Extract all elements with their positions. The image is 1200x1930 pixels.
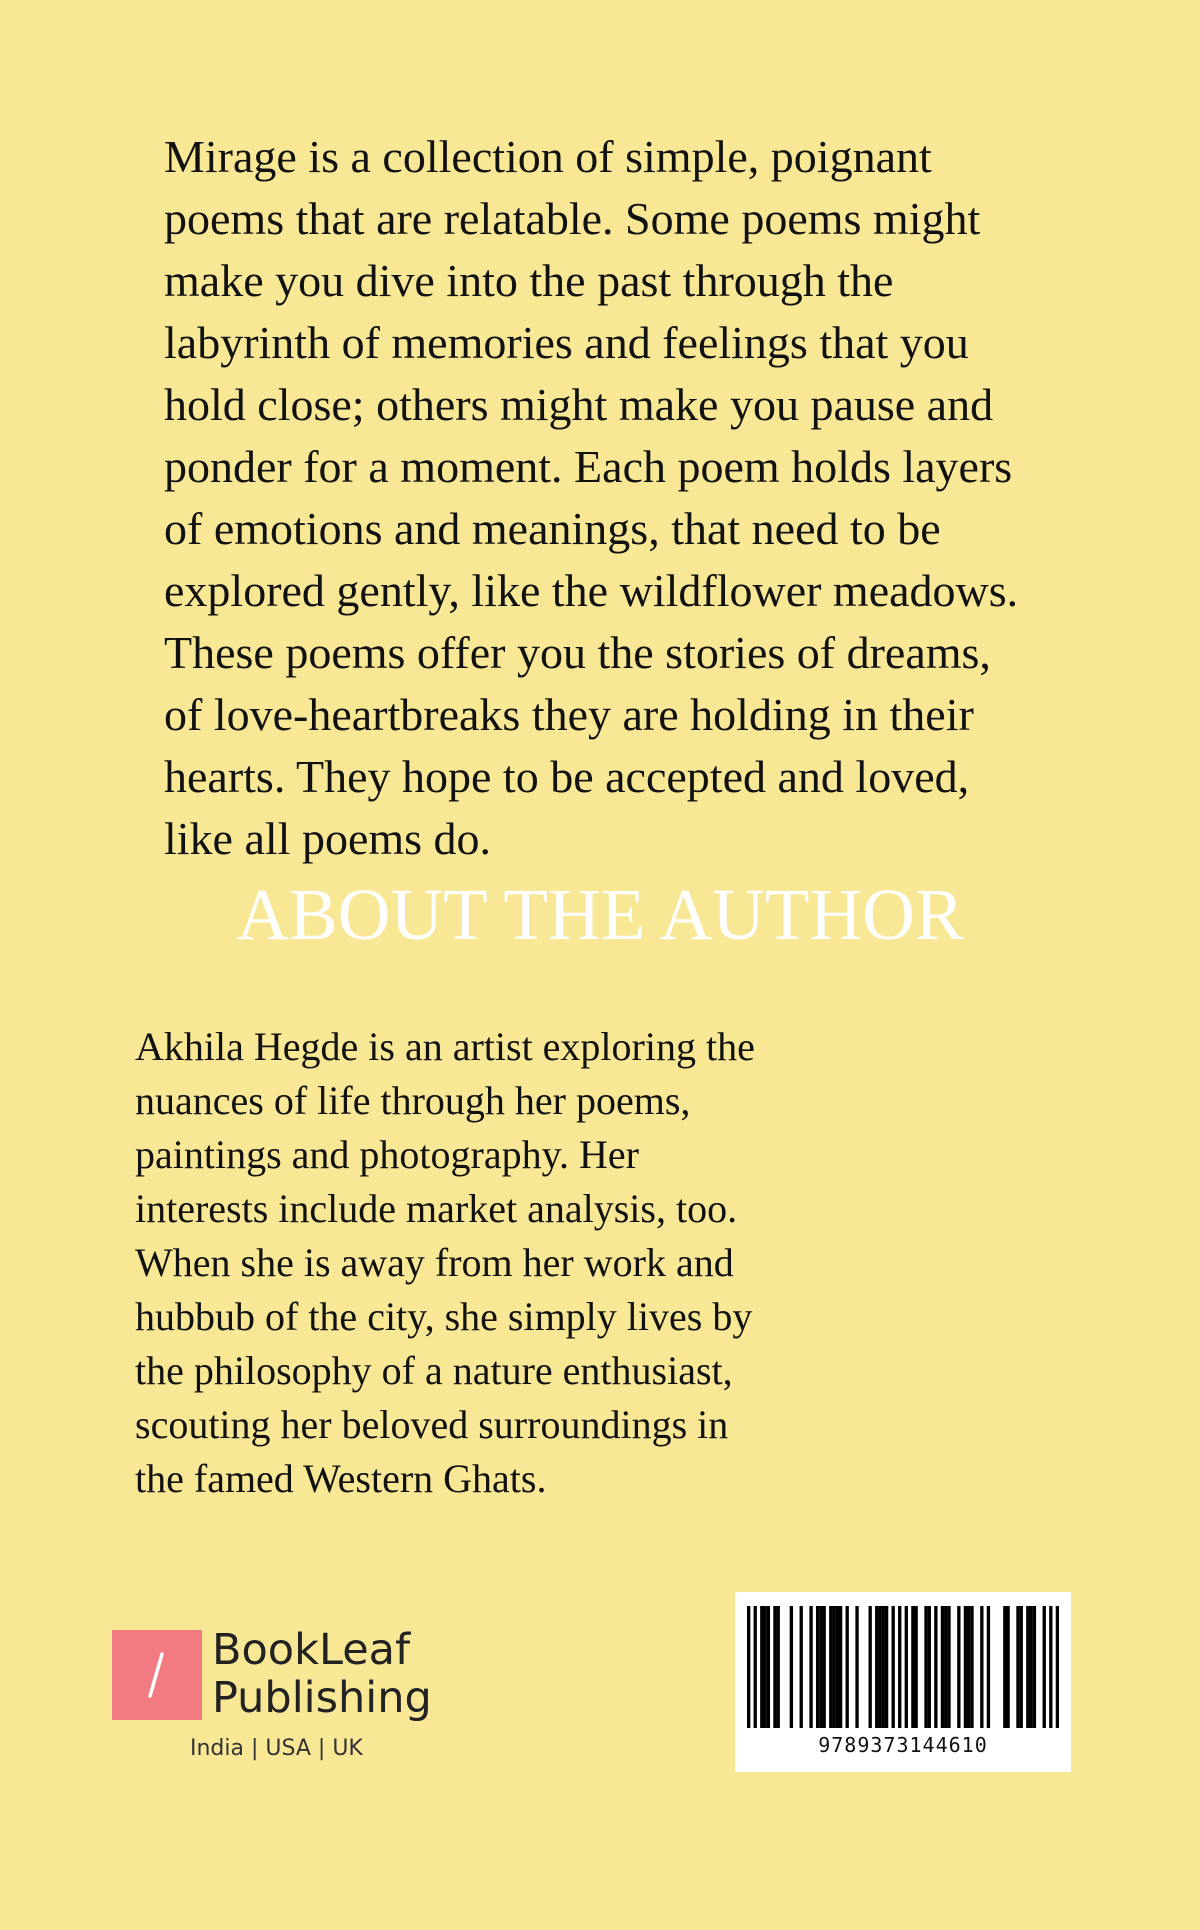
barcode-bar (947, 1606, 950, 1728)
barcode-bar (819, 1606, 822, 1728)
barcode-bar (1043, 1606, 1046, 1728)
barcode-bar (816, 1606, 819, 1728)
description-line: ponder for a moment. Each poem holds layers (164, 441, 1013, 492)
barcode-bar (882, 1606, 885, 1728)
publisher-name-line2: Publishing (212, 1673, 432, 1723)
barcode-bar (773, 1606, 776, 1728)
isbn-barcode (735, 1592, 1071, 1772)
barcode-bar (987, 1606, 990, 1728)
description-line: These poems offer you the stories of dreams, (164, 627, 991, 678)
barcode-bar (911, 1606, 914, 1728)
barcode-bar (905, 1606, 908, 1728)
barcode-bar (924, 1606, 927, 1728)
barcode-bar (1006, 1606, 1009, 1728)
publisher-regions: India | USA | UK (190, 1736, 363, 1761)
barcode-bar (970, 1606, 973, 1728)
barcode-bar (760, 1606, 763, 1728)
book-description (164, 126, 1064, 870)
description-line: poems that are relatable. Some poems might (164, 193, 981, 244)
barcode-bar (846, 1606, 849, 1728)
isbn-number: 9789373144610 (818, 1733, 988, 1757)
description-line: of emotions and meanings, that need to be (164, 503, 941, 554)
slash-logo-icon (112, 1630, 202, 1720)
author-bio (135, 1020, 835, 1506)
barcode-bar (944, 1606, 947, 1728)
barcode-bar (869, 1606, 872, 1728)
barcode-bar (754, 1606, 757, 1728)
barcode-bar (892, 1606, 895, 1728)
publisher-logo (112, 1625, 472, 1770)
barcode-bar (1016, 1606, 1019, 1728)
barcode-bar (1020, 1606, 1023, 1728)
barcode-bar (809, 1606, 812, 1728)
barcode-bar (1056, 1606, 1059, 1728)
bio-line: interests include market analysis, too. (135, 1186, 738, 1231)
barcode-bar (1029, 1606, 1032, 1728)
bio-line: Akhila Hegde is an artist exploring the (135, 1024, 755, 1069)
barcode-bar (980, 1606, 983, 1728)
bio-line: hubbub of the city, she simply lives by (135, 1294, 753, 1339)
bio-line: nuances of life through her poems, (135, 1078, 691, 1123)
barcode-bar (839, 1606, 842, 1728)
about-author-heading: ABOUT THE AUTHOR (236, 874, 964, 955)
barcode-bar (829, 1606, 832, 1728)
description-line: make you dive into the past through the (164, 255, 894, 306)
barcode-bar (957, 1606, 960, 1728)
barcode-bar (967, 1606, 970, 1728)
bio-line: the philosophy of a nature enthusiast, (135, 1348, 733, 1393)
barcode-bar (790, 1606, 793, 1728)
barcode-bar (875, 1606, 878, 1728)
bio-line: scouting her beloved surroundings in (135, 1402, 729, 1447)
bio-line: When she is away from her work and (135, 1240, 734, 1285)
barcode-bar (914, 1606, 917, 1728)
description-line: labyrinth of memories and feelings that you (164, 317, 969, 368)
barcode-bar (800, 1606, 803, 1728)
barcode-bar (836, 1606, 839, 1728)
barcode-bar (934, 1606, 937, 1728)
description-line: explored gently, like the wildflower meadows. (164, 565, 1019, 616)
barcode-bar (878, 1606, 881, 1728)
barcode-bar (763, 1606, 766, 1728)
barcode-bar (777, 1606, 780, 1728)
bio-line: paintings and photography. Her (135, 1132, 639, 1177)
publisher-name-line1: BookLeaf (212, 1625, 411, 1675)
barcode-bar (1033, 1606, 1036, 1728)
barcode-bar (928, 1606, 931, 1728)
barcode-bar (1026, 1606, 1029, 1728)
barcode-bar (1003, 1606, 1006, 1728)
barcode-bar (898, 1606, 901, 1728)
barcode-bar (747, 1606, 750, 1728)
barcode-bar (832, 1606, 835, 1728)
description-line: of love-heartbreaks they are holding in their (164, 689, 974, 740)
barcode-bars (747, 1606, 1059, 1728)
description-line: hold close; others might make you pause and (164, 379, 994, 430)
barcode-bar (1049, 1606, 1052, 1728)
barcode-bar (767, 1606, 770, 1728)
description-line: like all poems do. (164, 813, 492, 864)
barcode-bar (885, 1606, 888, 1728)
bio-line: the famed Western Ghats. (135, 1456, 547, 1501)
description-line: Mirage is a collection of simple, poignant (164, 131, 932, 182)
barcode-bar (855, 1606, 858, 1728)
barcode-bar (823, 1606, 826, 1728)
publisher-name (212, 1626, 432, 1722)
barcode-bar (941, 1606, 944, 1728)
barcode-bar (964, 1606, 967, 1728)
description-line: hearts. They hope to be accepted and loved, (164, 751, 970, 802)
